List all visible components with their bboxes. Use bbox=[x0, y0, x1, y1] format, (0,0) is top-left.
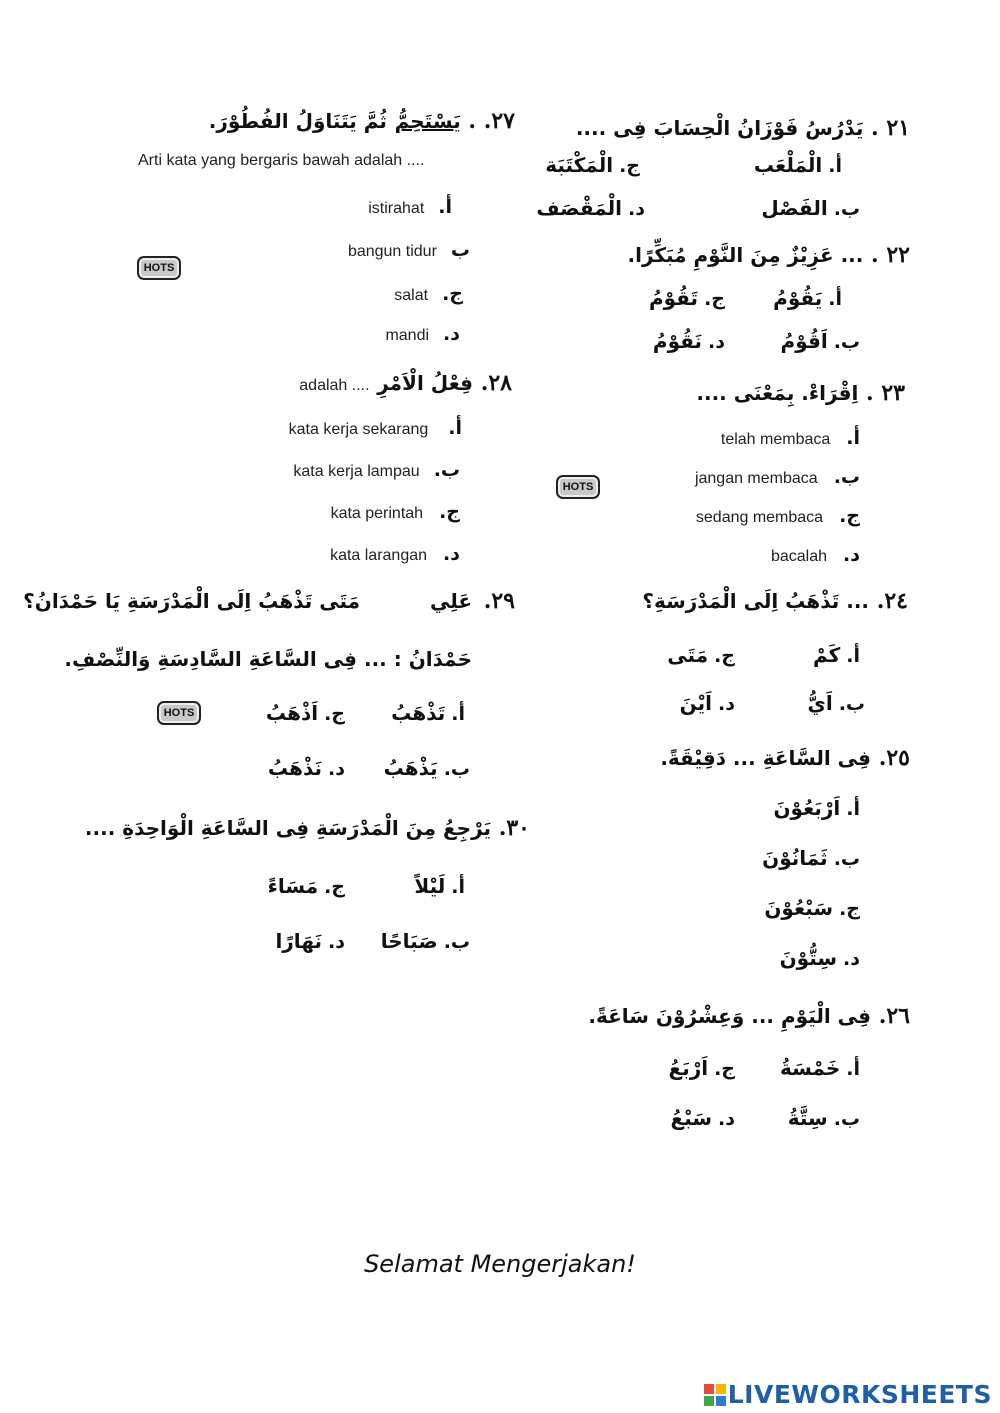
liveworksheets-logo-icon bbox=[704, 1383, 726, 1405]
question-22-text: ٢٢ . ... عَزِيْزٌ مِنَ النَّوْمِ مُبَكِّرًا. bbox=[627, 242, 910, 268]
question-stem: ... عَزِيْزٌ مِنَ النَّوْمِ مُبَكِّرًا. bbox=[627, 243, 864, 267]
option-c[interactable]: ج.مَتَى bbox=[667, 643, 735, 667]
option-d[interactable]: د.mandi bbox=[385, 323, 460, 345]
option-a[interactable]: أ.يَقُوْمُ bbox=[773, 286, 842, 310]
option-a[interactable]: أ.kata kerja sekarang bbox=[288, 417, 462, 439]
option-b[interactable]: ب.jangan membaca bbox=[694, 466, 860, 488]
option-d[interactable]: د.نَذْهَبُ bbox=[267, 756, 345, 780]
option-b[interactable]: ب.ثَمَانُوْنَ bbox=[762, 846, 860, 870]
hots-badge: HOTS bbox=[157, 701, 201, 725]
option-a[interactable]: أ.telah membaca bbox=[720, 427, 860, 449]
option-a[interactable]: أ.اَرْبَعُوْنَ bbox=[773, 796, 860, 820]
question-27-text: ٢٧. . يَسْتَحِمُّ ثُمَّ يَتَنَاوَلُ الفُطُوْرَ. bbox=[208, 108, 515, 134]
liveworksheets-brand[interactable] bbox=[704, 1380, 992, 1409]
question-number: ٢٨. bbox=[480, 370, 512, 396]
question-23-text: ٢٣ . اِقْرَاءْ. بِمَعْنَى .... bbox=[696, 380, 905, 406]
option-c[interactable]: ج.الْمَكْتَبَة bbox=[545, 153, 640, 177]
question-instruction: Arti kata yang bergaris bawah adalah .... bbox=[138, 152, 425, 169]
hots-badge: HOTS bbox=[137, 256, 181, 280]
option-b[interactable]: ب.اَقُوْمُ bbox=[780, 329, 860, 353]
option-b[interactable]: ب.يَذْهَبُ bbox=[383, 756, 470, 780]
option-a[interactable]: أ.خَمْسَةُ bbox=[779, 1056, 860, 1080]
speaker-name: عَلِي bbox=[429, 589, 473, 613]
option-d[interactable]: د.kata larangan bbox=[330, 543, 460, 565]
option-d[interactable]: د.اَيْنَ bbox=[679, 691, 735, 715]
question-28-text bbox=[299, 370, 512, 396]
option-d[interactable]: د.نَقُوْمُ bbox=[652, 329, 725, 353]
question-24-text bbox=[642, 588, 908, 614]
question-number: ٢٦. bbox=[878, 1003, 910, 1029]
question-stem: يَرْجِعُ مِنَ الْمَدْرَسَةِ فِى السَّاعَةِ الْوَاحِدَةِ .... bbox=[84, 816, 492, 840]
brand-text: LIVEWORKSHEETS bbox=[727, 1380, 992, 1409]
option-d[interactable]: د.bacalah bbox=[770, 544, 860, 566]
option-d[interactable]: د.الْمَقْصَف bbox=[536, 196, 645, 220]
option-c[interactable]: ج.salat bbox=[394, 283, 463, 305]
option-b[interactable]: ب.الفَصْل bbox=[761, 196, 860, 220]
option-a[interactable]: أ.الْمَلْعَب bbox=[753, 153, 842, 177]
question-21-text: ٢١ . يَدْرُسُ فَوْزَانُ الْحِسَابَ فِى .... bbox=[575, 115, 910, 141]
option-d[interactable]: د.سَبْعُ bbox=[670, 1106, 735, 1130]
option-a[interactable]: أ.تَذْهَبُ bbox=[391, 701, 465, 725]
hots-badge: HOTS bbox=[556, 475, 600, 499]
question-number: ٣٠. bbox=[498, 815, 530, 841]
question-stem: فِعْلُ الْاَمْرِ bbox=[377, 371, 474, 395]
question-number: ٢٩. bbox=[483, 588, 515, 614]
question-stem: ثُمَّ يَتَنَاوَلُ الفُطُوْرَ. bbox=[208, 109, 387, 133]
question-number: ٢٥. bbox=[878, 745, 910, 771]
option-c[interactable]: ج.تَقُوْمُ bbox=[648, 286, 725, 310]
question-number: ٢١ bbox=[886, 115, 910, 141]
question-30-text bbox=[85, 815, 530, 841]
question-stem: اِقْرَاءْ. بِمَعْنَى .... bbox=[696, 381, 859, 405]
question-stem-latin: adalah .... bbox=[299, 377, 370, 394]
dialogue-line-2: حَمْدَانُ : ... فِى السَّاعَةِ السَّادِسَةِ وَالنِّصْفِ. bbox=[64, 647, 472, 671]
option-c[interactable]: ج.اَرْبَعُ bbox=[668, 1056, 735, 1080]
option-b[interactable]: ب.صَبَاحًا bbox=[380, 929, 470, 953]
question-stem: يَدْرُسُ فَوْزَانُ الْحِسَابَ فِى .... bbox=[575, 116, 864, 140]
question-29-number bbox=[430, 588, 515, 614]
dialogue-line-1: مَتَى تَذْهَبُ اِلَى الْمَدْرَسَةِ يَا حَمْدَانُ؟ bbox=[23, 589, 360, 613]
option-c[interactable]: ج.مَسَاءً bbox=[267, 874, 345, 898]
option-b[interactable]: ب.kata kerja lampau bbox=[293, 459, 460, 481]
option-a[interactable]: أ.كَمْ bbox=[812, 643, 860, 667]
closing-message: Selamat Mengerjakan! bbox=[364, 1250, 636, 1278]
option-a[interactable]: أ.istirahat bbox=[368, 196, 452, 218]
option-b[interactable]: ب.اَيُّ bbox=[807, 691, 865, 715]
underlined-word: يَسْتَحِمُّ bbox=[394, 109, 461, 133]
option-d[interactable]: د.سِتُّوْنَ bbox=[779, 946, 860, 970]
option-c[interactable]: ج.kata perintah bbox=[330, 501, 460, 523]
question-stem: ... تَذْهَبُ اِلَى الْمَدْرَسَةِ؟ bbox=[642, 589, 870, 613]
question-stem: فِى الْيَوْمِ ... وَعِشْرُوْنَ سَاعَةً. bbox=[588, 1004, 872, 1028]
option-d[interactable]: د.نَهَارًا bbox=[275, 929, 345, 953]
question-stem: فِى السَّاعَةِ ... دَقِيْقَةً. bbox=[660, 746, 872, 770]
question-number: ٢٣ bbox=[881, 380, 905, 406]
option-b[interactable]: بbangun tidur bbox=[347, 239, 470, 261]
option-a[interactable]: أ.لَيْلاً bbox=[414, 874, 465, 898]
question-26-text bbox=[588, 1003, 910, 1029]
option-c[interactable]: ج.اَذْهَبُ bbox=[265, 701, 345, 725]
option-c[interactable]: ج.سَبْعُوْنَ bbox=[764, 896, 860, 920]
question-number: ٢٢ bbox=[886, 242, 910, 268]
option-b[interactable]: ب.سِتَّةُ bbox=[787, 1106, 860, 1130]
question-number: ٢٧. bbox=[483, 108, 515, 134]
question-25-text bbox=[660, 745, 910, 771]
option-c[interactable]: ج.sedang membaca bbox=[695, 505, 860, 527]
question-number: ٢٤. bbox=[876, 588, 908, 614]
